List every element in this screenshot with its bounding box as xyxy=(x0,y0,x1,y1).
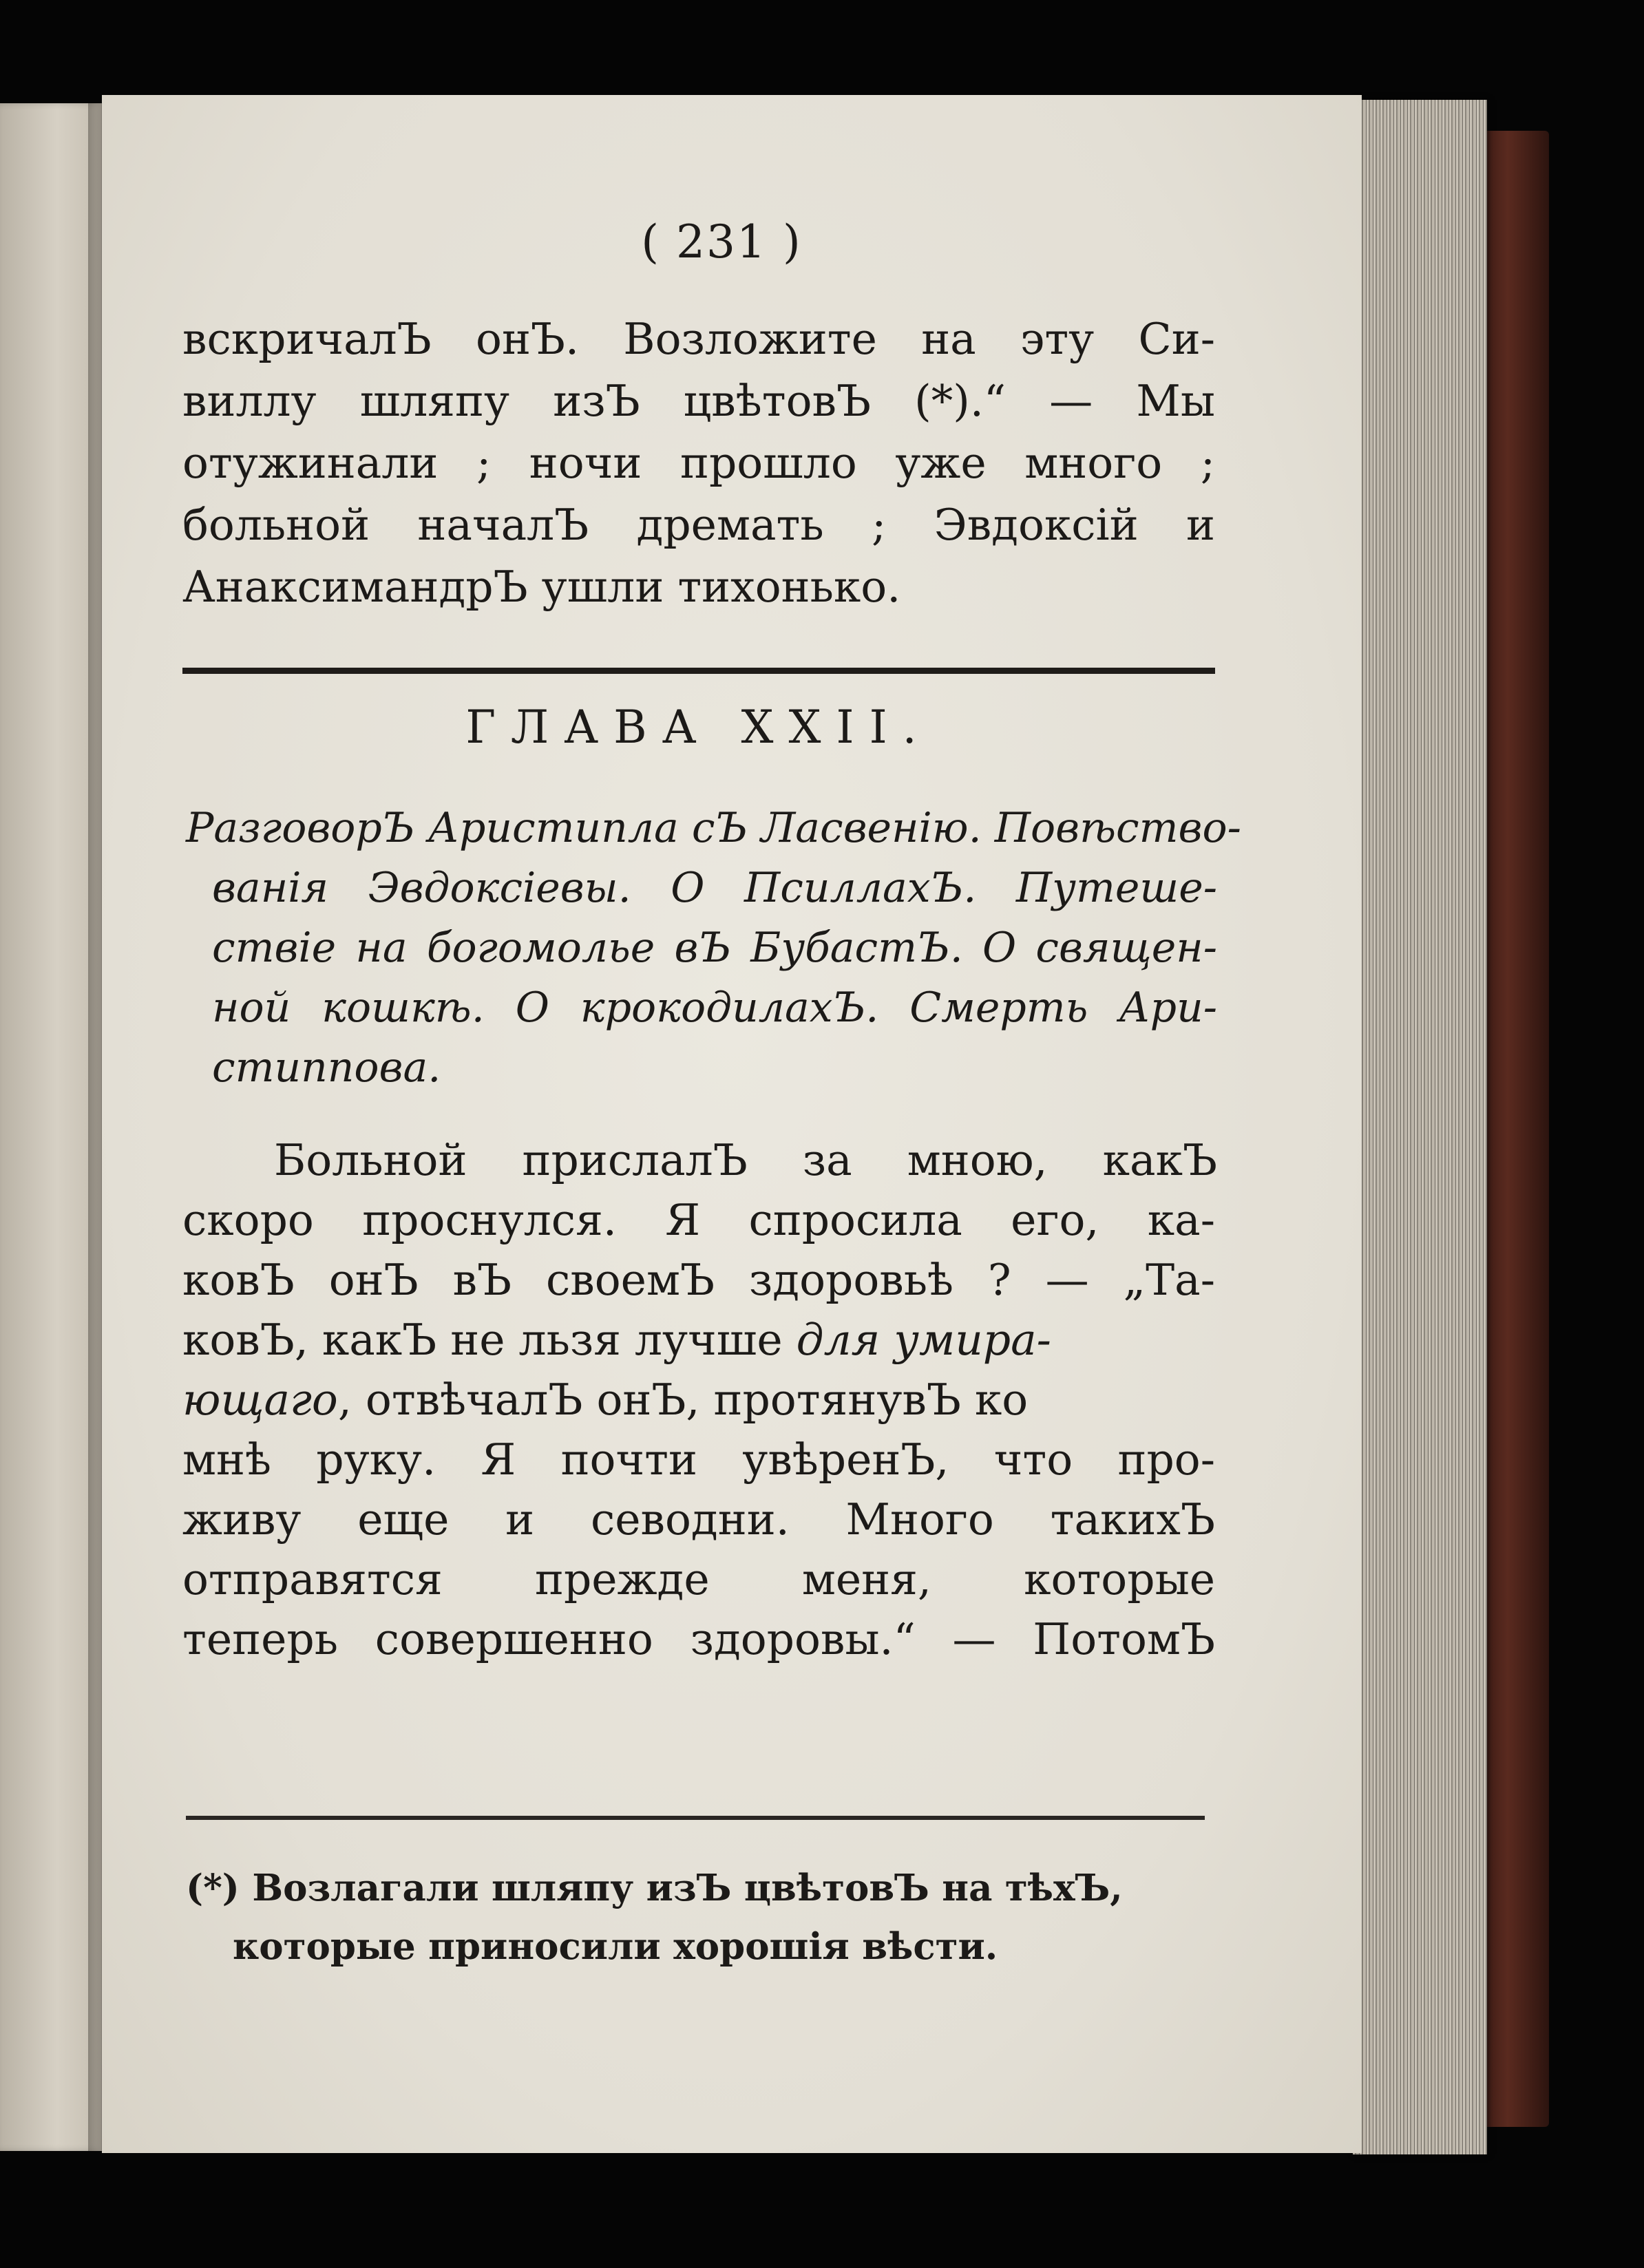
text-line: больной началЪ дремать ; Эвдоксій и xyxy=(182,500,1215,550)
chapter-summary-line: РазговорЪ Аристипла сЪ Ласвенію. Повѣство- xyxy=(186,804,1241,852)
footnote-divider xyxy=(186,1816,1205,1820)
text-span: , отвѣчалЪ онЪ, протянувЪ ко xyxy=(337,1375,1029,1425)
text-line: теперь совершенно здоровы.“ — ПотомЪ xyxy=(182,1614,1215,1664)
chapter-summary-line: ной кошкѣ. О крокодилахЪ. Смерть Ари- xyxy=(212,984,1217,1032)
italic-text-span: для умира- xyxy=(796,1315,1051,1365)
chapter-summary-line: стиппова. xyxy=(212,1043,441,1092)
text-line: живу еще и севодни. Много такихЪ xyxy=(182,1494,1215,1545)
text-line: мнѣ руку. Я почти увѣренЪ, что про- xyxy=(182,1434,1215,1485)
page-edges xyxy=(1353,100,1487,2154)
page-number: ( 231 ) xyxy=(641,215,802,268)
text-line: отужинали ; ночи прошло уже много ; xyxy=(182,438,1215,488)
text-line xyxy=(182,1313,1215,1368)
text-line xyxy=(182,1373,1215,1428)
section-divider xyxy=(182,668,1215,674)
chapter-summary-line: ванія Эвдоксіевы. О ПсиллахЪ. Путеше- xyxy=(212,864,1217,912)
leather-cover xyxy=(1480,131,1549,2127)
chapter-summary-line: ствіе на богомолье вЪ БубастЪ. О священ- xyxy=(212,924,1217,972)
text-line: Больной прислалЪ за мною, какЪ xyxy=(274,1135,1217,1185)
text-span: ковЪ, какЪ не льзя лучше xyxy=(182,1315,797,1365)
book-page xyxy=(102,95,1362,2153)
text-line: виллу шляпу изЪ цвѣтовЪ (*).“ — Мы xyxy=(182,376,1215,426)
chapter-heading: ГЛАВА XXII. xyxy=(465,701,932,754)
text-line: вскричалЪ онЪ. Возложите на эту Си- xyxy=(182,314,1215,364)
text-line: ковЪ онЪ вЪ своемЪ здоровьѣ ? — „Та- xyxy=(182,1255,1215,1305)
text-line: АнаксимандрЪ ушли тихонько. xyxy=(182,562,901,612)
italic-text-span: ющаго xyxy=(182,1375,338,1425)
footnote-line: которые приносили хорошія вѣсти. xyxy=(233,1925,998,1968)
text-line: скоро проснулся. Я спросила его, ка- xyxy=(182,1195,1215,1245)
footnote-line: (*) Возлагали шляпу изЪ цвѣтовЪ на тѣхЪ, xyxy=(186,1867,1123,1909)
text-line: отправятся прежде меня, которые xyxy=(182,1554,1215,1604)
